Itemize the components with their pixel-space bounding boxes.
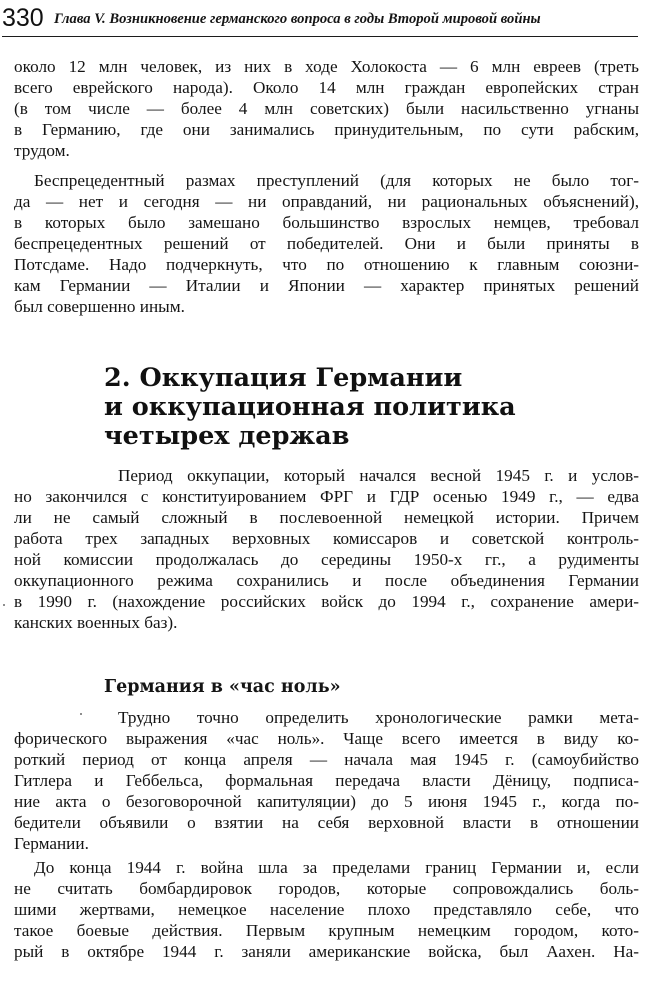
- text-line: бедители объявили о взятии на себя верховной власти в отношении: [14, 813, 639, 832]
- running-header: [2, 2, 638, 37]
- page-number: 330: [2, 4, 44, 32]
- text-line: но закончился с конституированием ФРГ и ГДР осенью 1949 г., — едва: [14, 487, 639, 506]
- running-title: Глава V. Возникновение германского вопроса в годы Второй мировой войны: [54, 11, 541, 27]
- section-heading: [104, 364, 624, 451]
- text-line: в которых было замешано большинство взрослых немцев, требовал: [14, 213, 639, 232]
- paragraph-holocaust-continued: [14, 56, 639, 161]
- text-line: около 12 млн человек, из них в ходе Холокоста — 6 млн евреев (треть: [14, 57, 639, 76]
- text-line: да — нет и сегодня — ни оправданий, ни рациональных объяснений),: [14, 192, 639, 211]
- text-line: ли не самый сложный в послевоенной немецкой истории. Причем: [14, 508, 639, 527]
- paragraph-unprecedented-crimes: [14, 170, 639, 317]
- text-line: был совершенно иным.: [14, 297, 185, 316]
- text-line: беспрецедентных решений от победителей. Они и были приняты в: [14, 234, 639, 253]
- text-line: такое боевые действия. Первым крупным немецким городом, кото-: [14, 921, 639, 940]
- text-line: Период оккупации, который начался весной 1945 г. и услов-: [118, 466, 639, 485]
- section-heading-line: и оккупационная политика: [104, 392, 516, 422]
- text-line: ной комиссии продолжалась до середины 1950-х гг., а рудименты: [14, 550, 639, 569]
- paragraph-hour-zero: [14, 707, 639, 854]
- section-heading-line: 2. Оккупация Германии: [104, 363, 463, 393]
- text-line: шими жертвами, немецкое население плохо представляло себе, что: [14, 900, 639, 919]
- text-line: всего еврейского народа). Около 14 млн граждан европейских стран: [14, 78, 639, 97]
- text-line: в 1990 г. (нахождение российских войск до 1994 г., сохранение амери-: [14, 592, 639, 611]
- text-line: Беспрецедентный размах преступлений (для которых не было тог-: [34, 171, 639, 190]
- text-line: (в том числе — более 4 млн советских) были насильственно угнаны: [14, 99, 639, 118]
- text-line: канских военных баз).: [14, 613, 178, 632]
- text-line: в Германию, где они занимались принудительным, по сути рабским,: [14, 120, 639, 139]
- text-line: кам Германии — Италии и Японии — характер принятых решений: [14, 276, 639, 295]
- text-line: Германии.: [14, 834, 89, 853]
- text-line: трудом.: [14, 141, 70, 160]
- text-line: Гитлера и Геббельса, формальная передача власти Дёницу, подписа-: [14, 771, 639, 790]
- text-line: До конца 1944 г. война шла за пределами границ Германии и, если: [34, 858, 639, 877]
- text-line: роткий период от конца апреля — начала мая 1945 г. (самоубийство: [14, 750, 639, 769]
- section-heading-line: четырех держав: [104, 421, 350, 451]
- text-line: Трудно точно определить хронологические рамки мета-: [118, 708, 639, 727]
- text-line: рый в октябре 1944 г. заняли американские войска, был Аахен. На-: [14, 942, 639, 961]
- text-line: форического выражения «час ноль». Чаще всего имеется в виду ко-: [14, 729, 639, 748]
- text-line: Потсдаме. Надо подчеркнуть, что по отношению к главным союзни-: [14, 255, 639, 274]
- scan-speck: [80, 713, 82, 715]
- text-line: работа трех западных верховных комиссаров и советской контроль-: [14, 529, 639, 548]
- paragraph-occupation-period: [14, 465, 639, 633]
- text-line: не считать бомбардировок городов, которые сопровождались боль-: [14, 879, 639, 898]
- scan-speck: [3, 604, 5, 606]
- subsection-heading: Германия в «час ноль»: [104, 677, 341, 697]
- text-line: оккупационного режима сохранились и после объединения Германии: [14, 571, 639, 590]
- paragraph-war-end-1944: [14, 857, 639, 962]
- text-line: ние акта о безоговорочной капитуляции) до 5 июня 1945 г., когда по-: [14, 792, 639, 811]
